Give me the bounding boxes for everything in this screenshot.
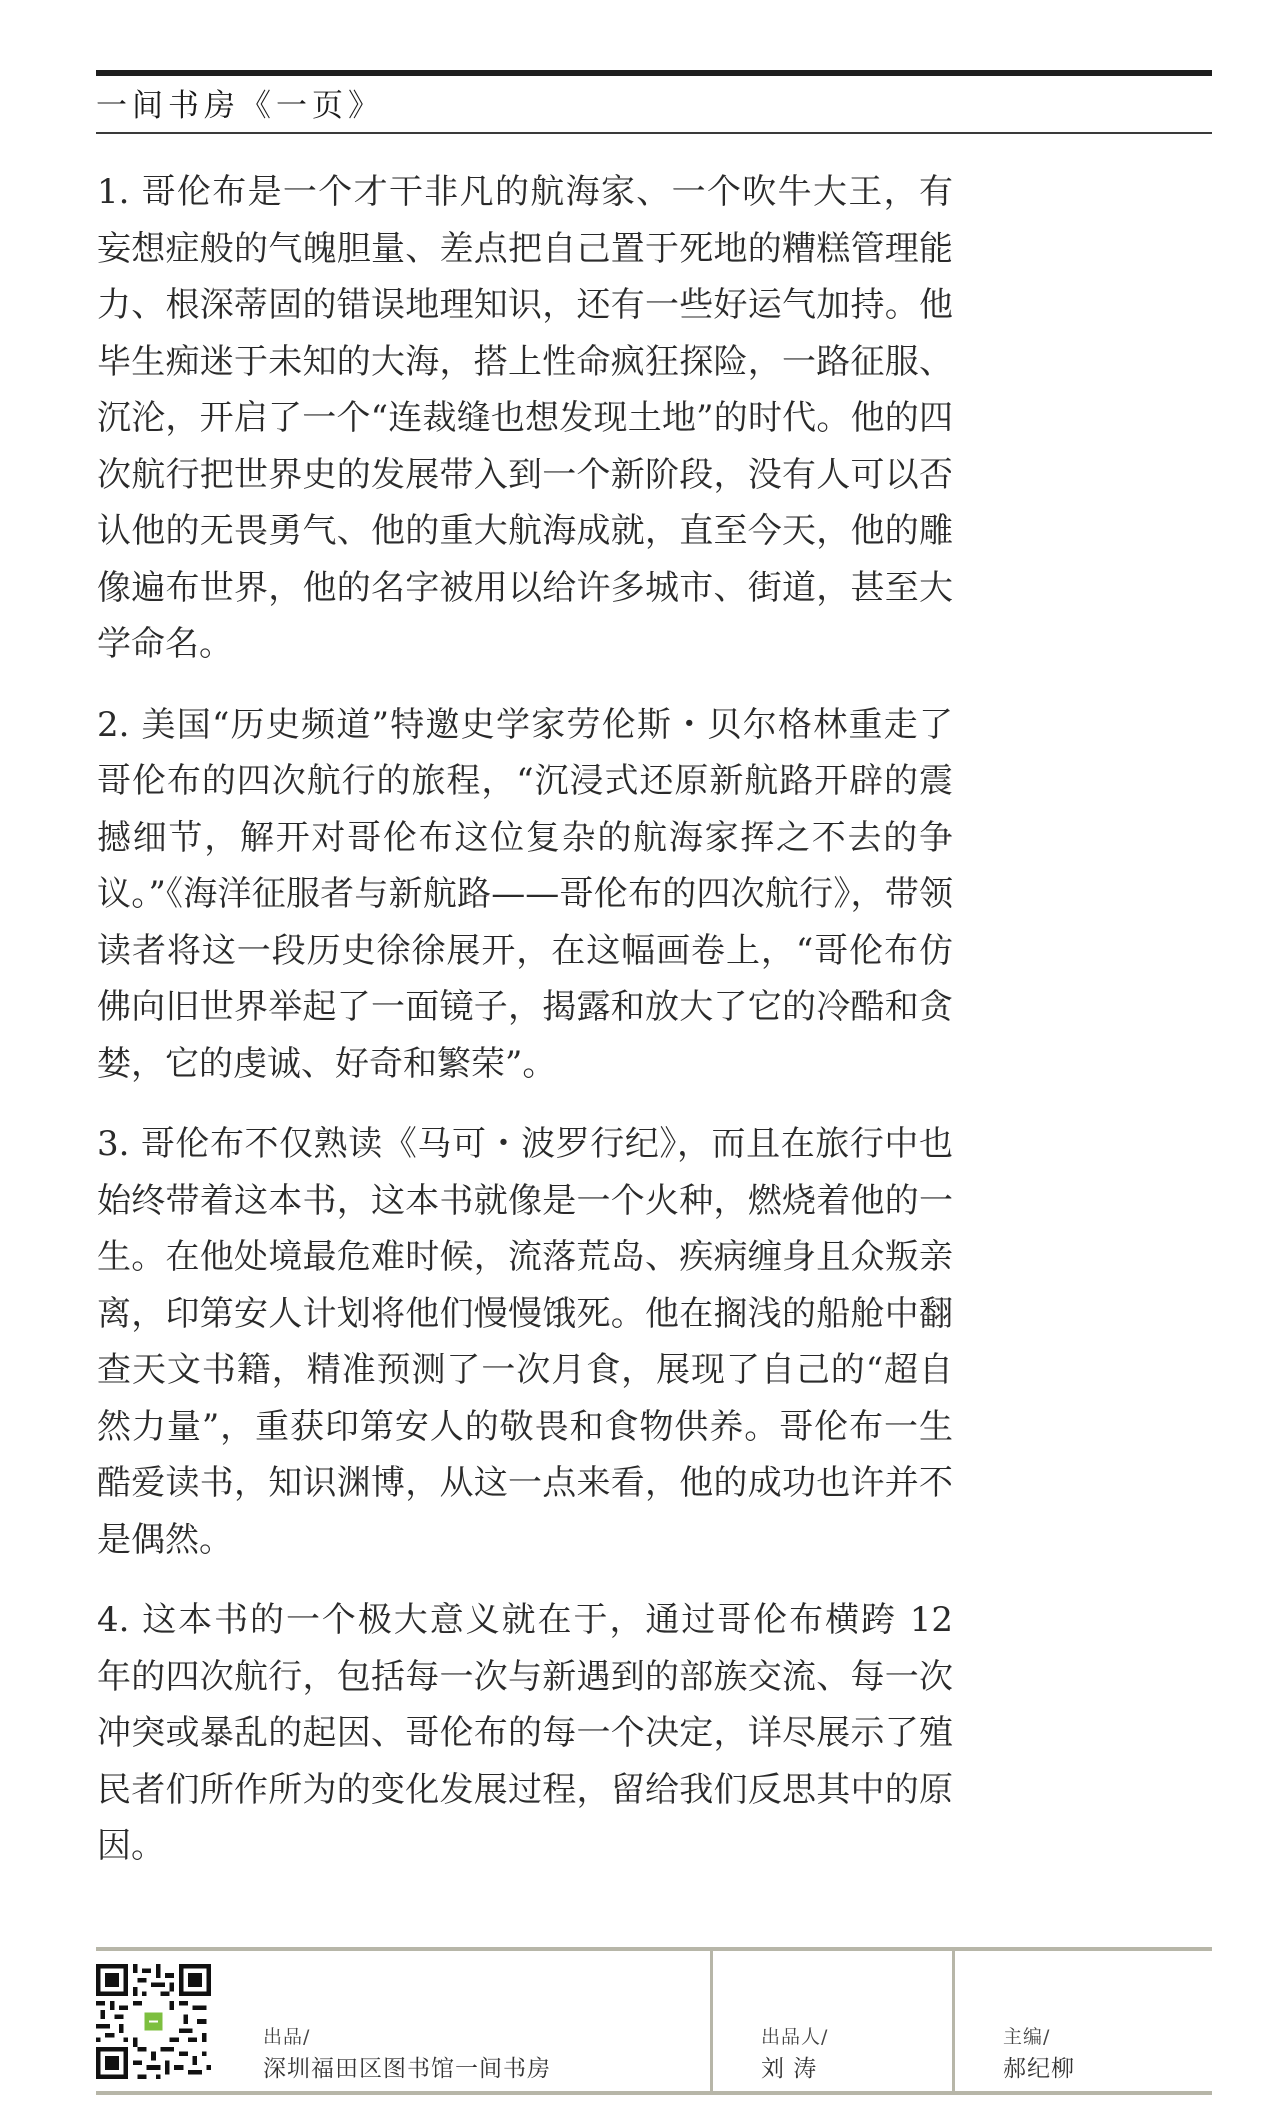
header-divider	[96, 132, 1212, 134]
producer-label: 出品人/	[761, 2026, 829, 2048]
footer-divider-1	[710, 1947, 713, 2095]
header-title: 一间书房《一页》	[96, 88, 384, 124]
paragraph-4: 4. 这本书的一个极大意义就在于，通过哥伦布横跨 12 年的四次航行，包括每一次与新遇到的部族交流、每一次冲突或暴乱的起因、哥伦布的每一个决定，详尽展示了殖民者们所作所为的变化发展过程，留给我们反思其中的原因。	[97, 1600, 953, 1866]
paragraph-1: 1. 哥伦布是一个才干非凡的航海家、一个吹牛大王，有妄想症般的气魄胆量、差点把自己置于死地的糟糕管理能力、根深蒂固的错误地理知识，还有一些好运气加持。他毕生痴迷于未知的大海，搭上性命疯狂探险，一路征服、沉沦，开启了一个“连裁缝也想发现土地”的时代。他的四次航行把世界史的发展带入到一个新阶段，没有人可以否认他的无畏勇气、他的重大航海成就，直至今天，他的雕像遍布世界，他的名字被用以给许多城市、街道，甚至大学命名。	[97, 172, 953, 664]
footer-divider-2	[952, 1947, 955, 2095]
footer-top-rule	[96, 1947, 1212, 1951]
publisher-value: 深圳福田区图书馆一间书房	[263, 2056, 551, 2082]
paragraph-2: 2. 美国“历史频道”特邀史学家劳伦斯・贝尔格林重走了哥伦布的四次航行的旅程，“沉浸式还原新航路开辟的震撼细节，解开对哥伦布这位复杂的航海家挥之不去的争议。”《海洋征服者与新航路——哥伦布的四次航行》，带领读者将这一段历史徐徐展开，在这幅画卷上，“哥伦布仿佛向旧世界举起了一面镜子，揭露和放大了它的冷酷和贪婪，它的虔诚、好奇和繁荣”。	[97, 704, 953, 1084]
qr-code-icon[interactable]	[96, 1964, 211, 2079]
header-top-rule	[96, 70, 1212, 76]
footer-bottom-rule	[96, 2091, 1212, 2095]
producer-value: 刘 涛	[761, 2056, 818, 2082]
paragraph-3: 3. 哥伦布不仅熟读《马可・波罗行纪》，而且在旅行中也始终带着这本书，这本书就像是一个火种，燃烧着他的一生。在他处境最危难时候，流落荒岛、疾病缠身且众叛亲离，印第安人计划将他们慢慢饿死。他在搁浅的船舱中翻查天文书籍，精准预测了一次月食，展现了自己的“超自然力量”，重获印第安人的敬畏和食物供养。哥伦布一生酷爱读书，知识渊博，从这一点来看，他的成功也许并不是偶然。	[97, 1124, 953, 1560]
editor-label: 主编/	[1003, 2026, 1051, 2048]
editor-value: 郝纪柳	[1003, 2056, 1075, 2082]
footer	[96, 1947, 1212, 2097]
publisher-label: 出品/	[263, 2026, 311, 2048]
article-body	[97, 164, 953, 1899]
